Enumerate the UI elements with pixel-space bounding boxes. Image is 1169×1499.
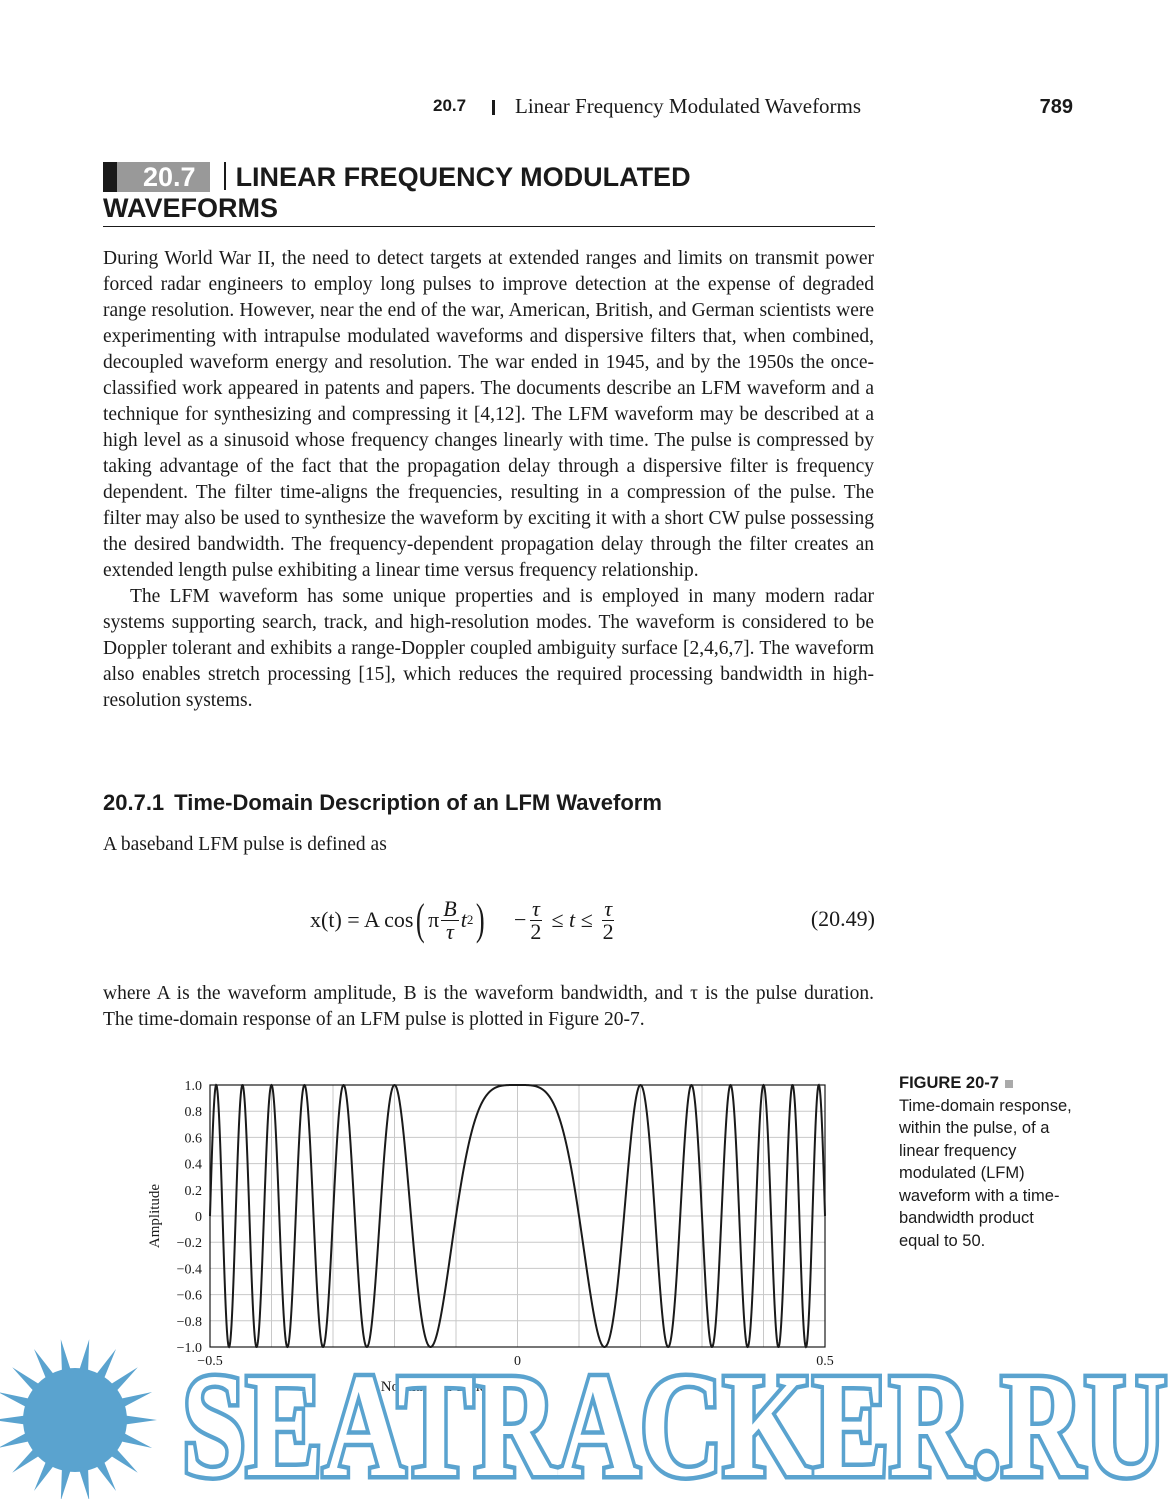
y-tick-label: −0.4 (176, 1262, 202, 1278)
figure-caption-text: Time-domain response, within the pulse, of a linear frequency modulated (LFM) waveform with a time-bandwidth product equal to 50. (899, 1096, 1072, 1250)
watermark (0, 1325, 1169, 1499)
sun-ray (79, 1466, 90, 1499)
sun-ray (79, 1339, 90, 1374)
watermark-sun-icon (0, 1339, 157, 1499)
left-paren: ( (416, 895, 426, 944)
y-tick-label: 0.8 (184, 1105, 202, 1121)
sun-ray (95, 1349, 116, 1381)
right-paren: ) (476, 895, 486, 944)
section-heading (103, 162, 875, 227)
range-middle: ≤ t ≤ (551, 907, 593, 932)
subsection-title: Time-Domain Description of an LFM Waveform (174, 790, 662, 815)
range-right-fraction (601, 895, 616, 944)
page-number: 789 (1039, 96, 1073, 118)
sun-ray (118, 1392, 152, 1408)
x-tick-label: −0.5 (197, 1354, 223, 1369)
sun-ray (109, 1447, 138, 1473)
running-head-section: 20.7 (433, 96, 467, 115)
equation-pi: π (428, 907, 440, 932)
y-tick-label: −0.2 (176, 1236, 202, 1252)
sun-ray (109, 1367, 138, 1393)
x-axis-label: Normalized Time t/τ (380, 1379, 505, 1395)
sun-ray (34, 1459, 55, 1491)
range-minus: − (513, 907, 527, 932)
range-right-num: τ (604, 895, 613, 921)
sun-ray (34, 1349, 55, 1381)
sun-ray (61, 1339, 72, 1374)
sun-ray (95, 1459, 116, 1491)
y-tick-label: 0.4 (184, 1157, 202, 1173)
y-tick-label: 0.2 (184, 1183, 202, 1199)
running-head-separator (492, 100, 495, 115)
x-tick-label: 0 (514, 1354, 521, 1369)
section-title-line2: WAVEFORMS (103, 193, 278, 223)
equation-lhs: x(t) = A cos (310, 907, 414, 932)
sun-ray (12, 1367, 41, 1393)
range-right-den: 2 (602, 918, 614, 944)
section-number-box (103, 162, 210, 192)
sun-ray (0, 1415, 27, 1425)
x-tick-label: 0.5 (816, 1354, 834, 1369)
fraction-denominator: τ (446, 918, 454, 944)
y-tick-label: −0.8 (176, 1314, 202, 1330)
subsection-number: 20.7.1 (103, 790, 165, 815)
sun-ray (0, 1392, 32, 1408)
y-tick-label: −0.6 (176, 1288, 202, 1304)
paragraph-2: The LFM waveform has some unique properties and is employed in many modern radar systems supporting search, track, and high-resolution modes. The waveform is considered to be Doppler tolerant and exhibits a range-Doppler coupled ambiguity surface [2,4,6,7]. The waveform also enables stretch processing [15], which reduces the required processing bandwidth in high-resolution systems. (103, 586, 874, 711)
y-tick-label: 0.6 (184, 1131, 202, 1147)
figure-label: FIGURE 20-7 (899, 1074, 999, 1092)
fraction-numerator: B (443, 895, 457, 921)
paragraph-1: During World War II, the need to detect targets at extended ranges and limits on transmit power forced radar engineers to employ long pulses to improve detection at the expense of degraded range resolution. However, near the end of the war, American, British, and German scientists were experimenting with intrapulse modulated waveforms and dispersive filters that, when combined, decoupled waveform energy and resolution. The war ended in 1945, and by the 1950s the once-classified work appeared in patents and papers. The documents describe an LFM waveform and a technique for synthesizing and compressing it [4,12]. The LFM waveform may be described at a high level as a sinusoid whose frequency changes linearly with time. The pulse is compressed by taking advantage of the fact that the propagation delay through a dispersive filter is frequency dependent. The filter time-aligns the frequencies, resulting in a compression of the pulse. The filter may also be used to synthesize the waveform by exciting it with a short CW pulse possessing the desired bandwidth. The frequency-dependent propagation delay through the filter creates an extended length pulse exhibiting a linear time versus frequency relationship. (103, 248, 874, 581)
running-head (433, 92, 1073, 124)
equation-body (310, 890, 618, 950)
caption-marker (1005, 1080, 1013, 1088)
section-title-line1: LINEAR FREQUENCY MODULATED (235, 162, 691, 192)
section-number: 20.7 (143, 162, 196, 192)
watermark-text: SEATRACKER.RU (182, 1344, 1167, 1499)
after-equation-paragraph: where A is the waveform amplitude, B is the waveform bandwidth, and τ is the pulse duration. The time-domain response of an LFM pulse is plotted in Figure 20-7. (103, 983, 874, 1030)
range-left-fraction (528, 895, 543, 944)
sun-ray (118, 1432, 152, 1448)
equation-20-49 (310, 890, 875, 950)
sun-ray (123, 1415, 157, 1425)
intro-sentence: A baseband LFM pulse is defined as (103, 834, 387, 855)
exponent: 2 (466, 912, 474, 927)
range-left-den: 2 (530, 918, 542, 944)
time-variable: t (460, 907, 467, 932)
equation-number: (20.49) (810, 906, 875, 931)
y-axis-label: Amplitude (147, 1183, 163, 1249)
y-tick-label: −1.0 (176, 1341, 202, 1356)
sun-ray (0, 1432, 32, 1448)
sun-ray (61, 1466, 72, 1499)
figure-caption (899, 1072, 1074, 1252)
subsection-heading (103, 790, 662, 816)
range-left-num: τ (531, 895, 540, 921)
y-tick-label: 0 (195, 1210, 202, 1225)
bandwidth-fraction (441, 895, 458, 944)
sun-ray (12, 1447, 41, 1473)
section-divider (224, 162, 226, 190)
y-tick-label: 1.0 (184, 1079, 202, 1094)
body-paragraphs (103, 246, 874, 714)
running-head-title: Linear Frequency Modulated Waveforms (515, 94, 862, 118)
